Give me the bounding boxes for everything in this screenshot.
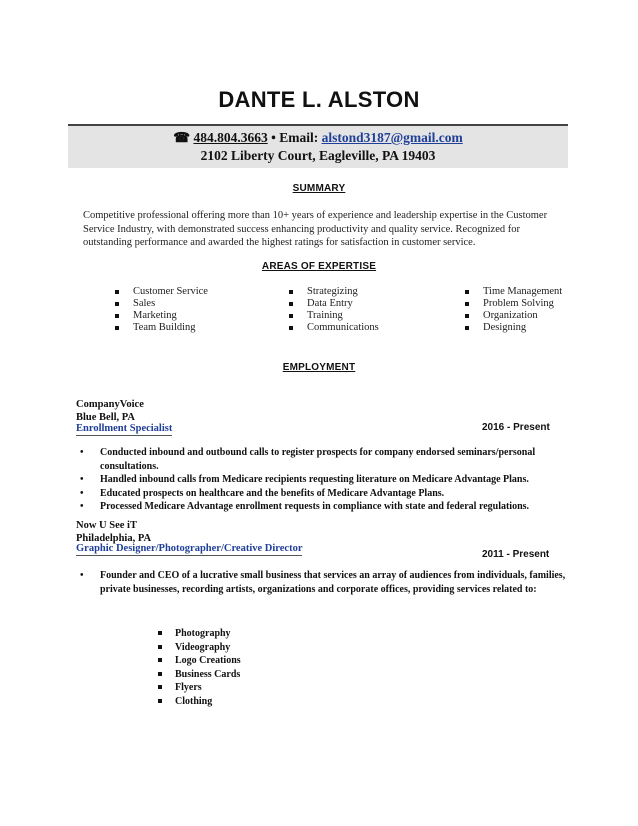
job-duties: [80, 446, 570, 514]
expertise-item: Team Building: [115, 322, 208, 334]
employment-heading: EMPLOYMENT: [282, 362, 356, 373]
square-bullet-icon: [158, 672, 162, 676]
square-bullet-icon: [115, 314, 119, 318]
duty-item: • Conducted inbound and outbound calls to register prospects for company endorsed seminars/personal consultations.: [80, 447, 536, 472]
service-item: Business Cards: [158, 668, 241, 682]
expertise-item: Data Entry: [289, 298, 379, 310]
expertise-item: Designing: [465, 322, 562, 334]
bullet-icon: •: [80, 447, 84, 458]
job-location: Blue Bell, PA: [76, 411, 136, 423]
service-item: Logo Creations: [158, 654, 241, 668]
bullet-icon: •: [80, 570, 84, 581]
expertise-item: Marketing: [115, 310, 208, 322]
square-bullet-icon: [465, 314, 469, 318]
square-bullet-icon: [115, 326, 119, 330]
service-item: Videography: [158, 641, 241, 655]
contact-separator: •: [271, 130, 276, 145]
duty-item: • Handled inbound calls from Medicare recipients requesting literature on Medicare Advantage Plans.: [80, 474, 529, 485]
expertise-item: Strategizing: [289, 286, 379, 298]
services-list: [158, 627, 241, 709]
job-duties: [80, 569, 570, 596]
bullet-icon: •: [80, 501, 84, 512]
expertise-item: Communications: [289, 322, 379, 334]
duty-item: • Educated prospects on healthcare and the benefits of Medicare Advantage Plans.: [80, 487, 445, 499]
expertise-item: Customer Service: [115, 286, 208, 298]
square-bullet-icon: [115, 290, 119, 294]
address: 2102 Liberty Court, Eagleville, PA 19403: [200, 148, 436, 163]
job-title: Enrollment Specialist: [76, 423, 173, 434]
email-label: Email:: [279, 130, 319, 145]
job-title: Graphic Designer/Photographer/Creative Director: [76, 543, 303, 554]
job-dates: 2016 - Present: [482, 422, 550, 433]
service-item: Photography: [158, 627, 241, 641]
duty-item: • Founder and CEO of a lucrative small business that services an array of audiences from individuals, families, private businesses, recording artists, organizations and corporate offices, providing services related to:: [80, 570, 566, 595]
square-bullet-icon: [158, 645, 162, 649]
phone-number[interactable]: 484.804.3663: [193, 130, 268, 145]
bullet-icon: •: [80, 474, 84, 485]
contact-box: [68, 124, 568, 168]
square-bullet-icon: [115, 302, 119, 306]
expertise-item: Problem Solving: [465, 298, 562, 310]
expertise-item: Time Management: [465, 286, 562, 298]
square-bullet-icon: [289, 314, 293, 318]
square-bullet-icon: [465, 302, 469, 306]
resume-name: DANTE L. ALSTON: [218, 87, 420, 112]
square-bullet-icon: [158, 699, 162, 703]
job-company: CompanyVoice: [76, 399, 144, 410]
job-company-block: [76, 520, 151, 545]
job-dates: 2011 - Present: [482, 549, 550, 560]
expertise-item: Training: [289, 310, 379, 322]
summary-text: Competitive professional offering more than 10+ years of experience and leadership expertise in the Customer Service Industry, with demonstrated success enhancing productivity and quality service. Recognized for outstanding performance and awarded the highest ratings for satisfaction in customer service.: [83, 210, 548, 248]
phone-icon: ☎: [173, 130, 191, 145]
square-bullet-icon: [465, 290, 469, 294]
expertise-item: Organization: [465, 310, 562, 322]
square-bullet-icon: [289, 302, 293, 306]
bullet-icon: •: [80, 487, 84, 499]
job-location: Philadelphia, PA: [76, 532, 152, 544]
expertise-column-1: [115, 286, 208, 334]
duty-item: • Processed Medicare Advantage enrollment requests in compliance with state and federal regulations.: [80, 501, 530, 512]
square-bullet-icon: [465, 326, 469, 330]
square-bullet-icon: [158, 631, 162, 635]
expertise-item: Sales: [115, 298, 208, 310]
contact-line: [68, 129, 568, 147]
email-link[interactable]: alstond3187@gmail.com: [321, 130, 463, 145]
square-bullet-icon: [158, 658, 162, 662]
expertise-heading: AREAS OF EXPERTISE: [261, 261, 377, 272]
expertise-column-2: [289, 286, 379, 334]
square-bullet-icon: [158, 685, 162, 689]
expertise-column-3: [465, 286, 562, 334]
service-item: Flyers: [158, 681, 241, 695]
square-bullet-icon: [289, 290, 293, 294]
square-bullet-icon: [289, 326, 293, 330]
summary-heading: SUMMARY: [292, 183, 346, 194]
job-company-block: [76, 399, 144, 424]
service-item: Clothing: [158, 695, 241, 709]
job-company: Now U See iT: [76, 520, 137, 531]
